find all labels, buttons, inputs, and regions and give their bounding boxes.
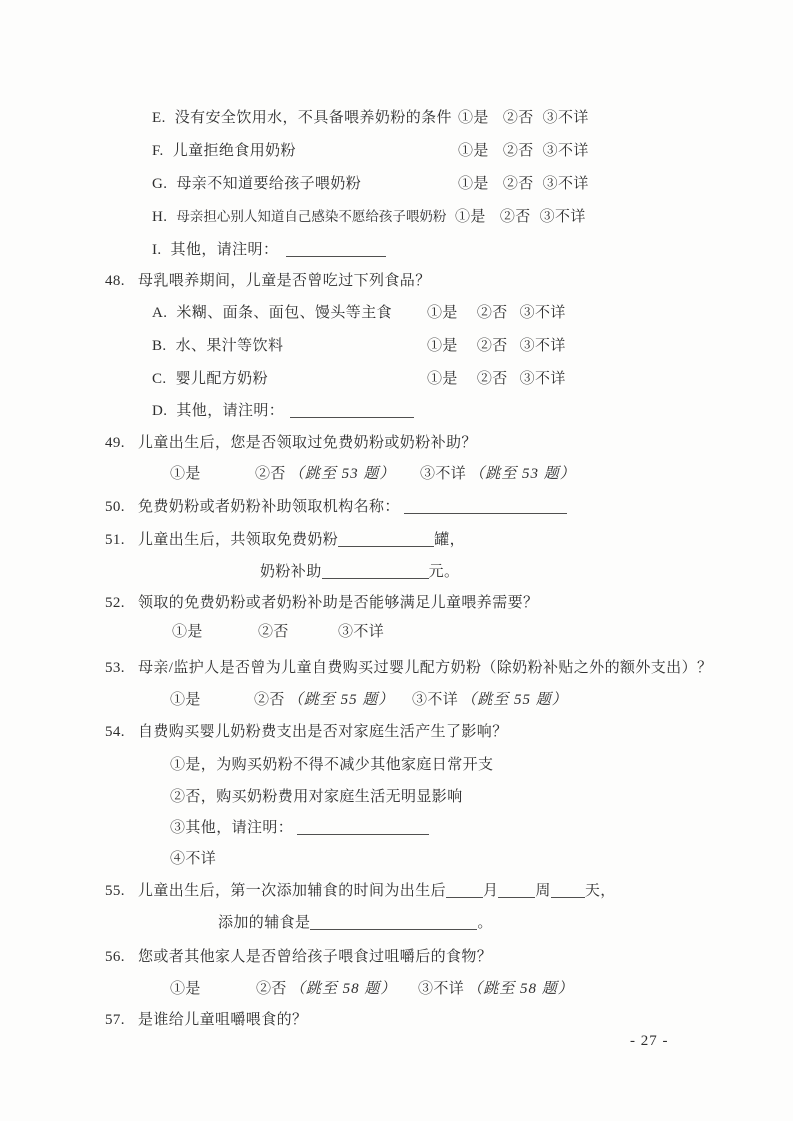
option-yes: ①是 — [458, 176, 489, 192]
question-51-row — [0, 529, 793, 551]
option-unknown: ③不详 — [519, 371, 566, 387]
options-group — [458, 173, 589, 195]
fill-blank — [286, 242, 386, 257]
question-56-options — [0, 978, 793, 1000]
item-row-a — [0, 302, 793, 324]
fill-blank-month — [446, 883, 483, 898]
option-no: ②否 — [502, 143, 534, 159]
fill-blank — [404, 499, 567, 514]
question-number: 50. — [105, 499, 125, 515]
options-group — [458, 107, 589, 129]
skip-note: （跳至 58 题） — [289, 981, 397, 997]
item-text: 婴儿配方奶粉 — [175, 371, 268, 387]
option-no: ②否 — [502, 110, 534, 126]
question-number: 54. — [105, 724, 125, 740]
question-text: 是谁给儿童咀嚼喂食的？ — [138, 1012, 308, 1028]
option-unknown — [412, 689, 568, 711]
question-51-line2 — [0, 561, 793, 583]
option-no: ②否 — [476, 371, 508, 387]
question-54-option-1 — [0, 754, 793, 776]
item-text: 水、果汁等饮料 — [175, 338, 284, 354]
question-number: 55. — [105, 883, 125, 899]
option-unknown: ③不详 — [519, 305, 566, 321]
option-unknown: ③不详 — [539, 209, 586, 225]
option-no: ②否 — [476, 305, 508, 321]
question-54-option-2 — [0, 786, 793, 808]
option-unknown-label: ③不详 — [418, 981, 465, 997]
question-57-row — [0, 1009, 793, 1031]
question-53-options — [0, 689, 793, 711]
question-52-options — [0, 621, 793, 643]
option-unknown-label: ③不详 — [420, 466, 467, 482]
option-yes: ①是 — [458, 143, 489, 159]
line2-label: 添加的辅食是 — [218, 915, 311, 931]
period-label: 。 — [477, 915, 493, 931]
unit-day: 天， — [584, 883, 616, 899]
option-no-label: ②否 — [255, 466, 286, 482]
option-yes: ①是 — [170, 466, 201, 482]
question-text-label: 儿童出生后，共领取免费奶粉 — [138, 532, 339, 548]
item-text: 其他，请注明： — [176, 403, 285, 419]
skip-note: （跳至 58 题） — [467, 981, 574, 997]
options-group — [427, 368, 566, 390]
options-group — [427, 335, 566, 357]
options-group — [427, 302, 566, 324]
option-yes: ①是 — [170, 692, 201, 708]
item-label: C. — [152, 371, 167, 387]
option-yes: ①是 — [427, 371, 458, 387]
item-text: 儿童拒绝食用奶粉 — [172, 143, 296, 159]
item-text: 其他，请注明： — [170, 242, 279, 258]
item-row-f — [0, 140, 793, 162]
option-yes: ①是，为购买奶粉不得不减少其他家庭日常开支 — [170, 757, 494, 773]
option-no-label: ②否 — [254, 692, 285, 708]
fill-blank-week — [498, 883, 535, 898]
option-unknown: ③不详 — [542, 176, 589, 192]
question-text: 领取的免费奶粉或者奶粉补助是否能够满足儿童喂养需要？ — [138, 595, 539, 611]
option-unknown: ③不详 — [338, 624, 385, 640]
unit-label: 元。 — [428, 564, 460, 580]
option-no — [254, 689, 394, 711]
skip-note: （跳至 53 题） — [469, 466, 576, 482]
option-unknown-label: ③不详 — [412, 692, 459, 708]
fill-blank — [322, 564, 429, 579]
item-row-d — [0, 400, 793, 422]
unit-label: 罐， — [434, 532, 466, 548]
item-label: H. — [152, 209, 168, 225]
option-no — [255, 463, 395, 485]
item-row-c — [0, 368, 793, 390]
option-yes: ①是 — [427, 305, 458, 321]
options-group — [455, 206, 586, 228]
question-text — [138, 496, 567, 518]
question-number: 57. — [105, 1012, 125, 1028]
question-54-option-4 — [0, 848, 793, 870]
question-55-line2 — [0, 912, 793, 934]
option-unknown: ③不详 — [542, 110, 589, 126]
item-label: F. — [152, 143, 164, 159]
question-number: 52. — [105, 595, 125, 611]
option-yes: ①是 — [172, 624, 203, 640]
question-text — [138, 529, 465, 551]
option-no: ②否 — [476, 338, 508, 354]
question-50-row — [0, 496, 793, 518]
question-text: 您或者其他家人是否曾给孩子喂食过咀嚼后的食物？ — [138, 949, 493, 965]
item-row-i — [0, 239, 793, 261]
question-49-options — [0, 463, 793, 485]
question-55-row — [0, 880, 793, 902]
question-52-row — [0, 592, 793, 614]
item-text: 母亲担心别人知道自己感染不愿给孩子喂奶粉 — [176, 209, 447, 224]
option-no: ②否 — [258, 624, 289, 640]
item-label: B. — [152, 338, 167, 354]
option-no: ②否，购买奶粉费用对家庭生活无明显影响 — [170, 789, 463, 805]
item-label: A. — [152, 305, 168, 321]
option-yes: ①是 — [170, 981, 201, 997]
option-no: ②否 — [502, 176, 534, 192]
item-row-h — [0, 206, 793, 228]
unit-month: 月 — [483, 883, 499, 899]
question-56-row — [0, 946, 793, 968]
item-text: 米糊、面条、面包、馒头等主食 — [176, 305, 392, 321]
item-row-e — [0, 107, 793, 129]
line2-label: 奶粉补助 — [260, 564, 322, 580]
fill-blank — [338, 532, 434, 547]
question-number: 53. — [105, 660, 125, 676]
question-text: 自费购买婴儿奶粉费支出是否对家庭生活产生了影响？ — [138, 724, 508, 740]
unit-week: 周 — [535, 883, 551, 899]
question-number: 49. — [105, 435, 125, 451]
skip-note: （跳至 55 题） — [461, 692, 568, 708]
item-label: E. — [152, 110, 166, 126]
question-number: 48. — [105, 273, 125, 289]
item-text: 没有安全饮用水，不具备喂养奶粉的条件 — [174, 110, 452, 126]
item-label: G. — [152, 176, 168, 192]
option-other-label: ③其他，请注明： — [170, 820, 294, 836]
item-text: 母亲不知道要给孩子喂奶粉 — [176, 176, 362, 192]
option-unknown: ④不详 — [170, 851, 217, 867]
question-53-row — [0, 657, 793, 679]
option-unknown: ③不详 — [542, 143, 589, 159]
option-no — [256, 978, 396, 1000]
question-text: 母乳喂养期间，儿童是否曾吃过下列食品？ — [138, 273, 431, 289]
page-number: - 27 - — [630, 1033, 669, 1049]
question-49-row — [0, 432, 793, 454]
question-text: 母亲/监护人是否曾为儿童自费购买过婴儿配方奶粉（除奶粉补贴之外的额外支出）？ — [138, 660, 713, 676]
option-no-label: ②否 — [256, 981, 287, 997]
option-unknown: ③不详 — [519, 338, 566, 354]
question-text — [138, 880, 616, 902]
fill-blank — [297, 820, 429, 835]
option-unknown — [418, 978, 574, 1000]
fill-blank — [310, 915, 477, 930]
item-row-b — [0, 335, 793, 357]
option-yes: ①是 — [455, 209, 486, 225]
question-text-label: 免费奶粉或者奶粉补助领取机构名称： — [138, 499, 400, 515]
question-54-option-3 — [0, 817, 793, 839]
option-unknown — [420, 463, 576, 485]
question-54-row — [0, 721, 793, 743]
question-text: 儿童出生后，您是否领取过免费奶粉或奶粉补助？ — [138, 435, 477, 451]
skip-note: （跳至 53 题） — [288, 466, 396, 482]
fill-blank — [290, 403, 414, 418]
question-text-label: 儿童出生后，第一次添加辅食的时间为出生后 — [138, 883, 447, 899]
item-label: D. — [152, 403, 168, 419]
question-number: 56. — [105, 949, 125, 965]
question-48-row — [0, 270, 793, 292]
item-label: I. — [152, 242, 162, 258]
options-group — [458, 140, 589, 162]
skip-note: （跳至 55 题） — [287, 692, 395, 708]
option-yes: ①是 — [458, 110, 489, 126]
option-other — [170, 817, 429, 839]
fill-blank-day — [551, 883, 585, 898]
option-yes: ①是 — [427, 338, 458, 354]
item-row-g — [0, 173, 793, 195]
option-no: ②否 — [499, 209, 531, 225]
question-number: 51. — [105, 532, 125, 548]
